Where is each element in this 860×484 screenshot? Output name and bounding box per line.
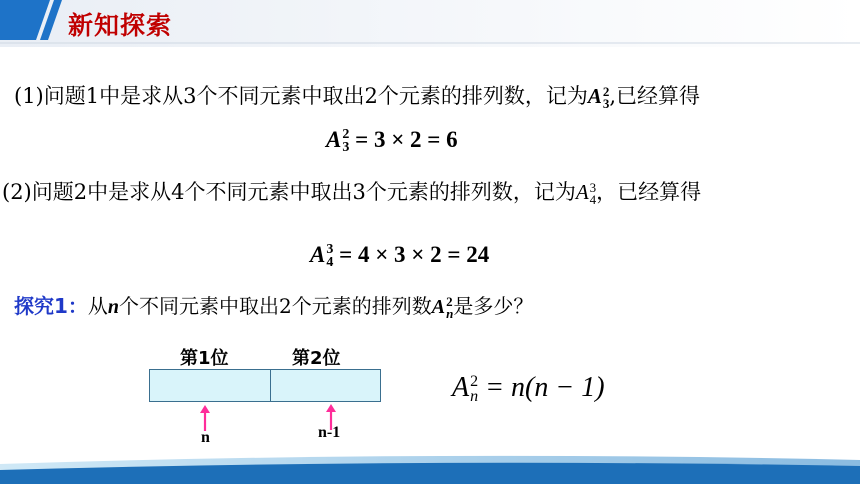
slot-2-box: [270, 369, 381, 402]
explore-1: 探究1：从n个不同元素中取出2个元素的排列数A 2 n 是多少？: [14, 293, 534, 321]
p1-symbol: A: [587, 84, 602, 108]
problem-1-text: (1)问题1中是求从3个不同元素中取出2个元素的排列数，记为: [14, 84, 588, 108]
position-1-label: 第1位: [180, 348, 229, 369]
position-2-label: 第2位: [292, 348, 341, 369]
formula-1: A 2 3 = 3 × 2 = 6: [326, 127, 458, 155]
p2-indices: 3 4: [589, 179, 597, 207]
problem-1-tail: ,已经算得: [609, 84, 701, 108]
arrow-2-label: n-1: [318, 424, 341, 441]
problem-2-text: (2)问题2中是求从4个不同元素中取出3个元素的排列数，记为: [2, 180, 576, 204]
explore-label: 探究1：: [14, 294, 88, 318]
p1-indices: 2 3: [602, 83, 610, 111]
slot-1-box: [149, 369, 271, 402]
formula-2: A 3 4 = 4 × 3 × 2 = 24: [310, 242, 490, 270]
formula-3-rhs: = n(n − 1): [485, 372, 605, 403]
arrow-up-icon: [195, 404, 215, 432]
problem-2-line: [2, 176, 701, 206]
section-title: 新知探索: [68, 11, 173, 40]
formula-3: A 2 n = n(n − 1): [452, 372, 605, 405]
formula-2-rhs: = 4 × 3 × 2 = 24: [339, 242, 490, 267]
problem-1-line: [14, 80, 700, 110]
problem-2-tail: ，已经算得: [596, 180, 702, 204]
footer-band: [0, 452, 860, 484]
arrow-1-label: n: [201, 429, 210, 446]
p2-symbol: A: [575, 180, 589, 204]
formula-1-rhs: = 3 × 2 = 6: [355, 127, 458, 152]
